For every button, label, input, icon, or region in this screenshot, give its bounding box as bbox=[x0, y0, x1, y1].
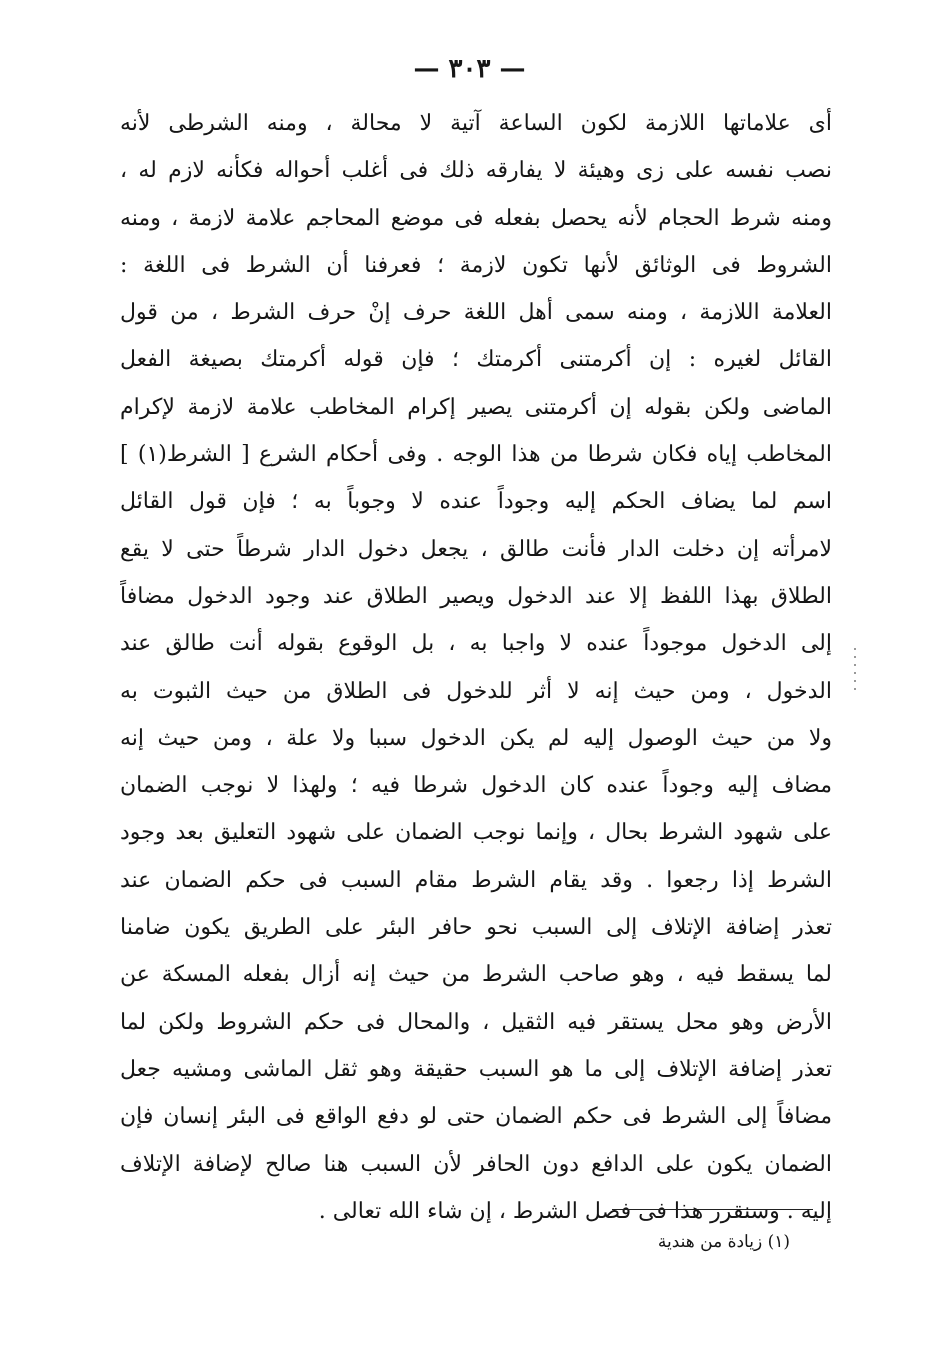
text-line: تعذر إضافة الإتلاف إلى ما هو السبب حقيقة وهو ثقل الماشى ومشيه جعل bbox=[120, 1056, 832, 1082]
text-line: الطلاق بهذا اللفظ إلا عند الدخول ويصير الطلاق عند وجود الدخول مضافاً bbox=[120, 583, 832, 609]
text-line: الأرض وهو محل يستقر فيه الثقيل ، والمحال فى حكم الشروط ولكن لما bbox=[120, 1009, 832, 1035]
footnote-divider bbox=[612, 1209, 813, 1210]
text-line: الشرط إذا رجعوا . وقد يقام الشرط مقام السبب فى حكم الضمان عند bbox=[120, 867, 832, 893]
text-line: الدخول ، ومن حيث إنه لا أثر للدخول فى الطلاق من حيث الثبوت به bbox=[120, 678, 832, 704]
text-line: الضمان يكون على الدافع دون الحافر لأن السبب هنا صالح لإضافة الإتلاف bbox=[120, 1151, 832, 1177]
scan-speckle bbox=[850, 648, 860, 700]
text-line: لامرأته إن دخلت الدار فأنت طالق ، يجعل دخول الدار شرطاً حتى لا يقع bbox=[120, 536, 832, 562]
page-number: — ٣٠٣ — bbox=[413, 54, 526, 84]
body-text bbox=[120, 100, 832, 1235]
text-line: القائل لغيره : إن أكرمتنى أكرمتك ؛ فإن قوله أكرمتك بصيغة الفعل bbox=[120, 347, 832, 373]
text-line: اسم لما يضاف الحكم إليه وجوداً عنده لا وجوباً به ؛ فإن قول القائل bbox=[120, 489, 832, 515]
text-line: إلى الدخول موجوداً عنده لا واجبا به ، بل الوقوع بقوله أنت طالق عند bbox=[120, 631, 832, 657]
text-line: ولا من حيث الوصول إليه لم يكن الدخول سببا ولا علة ، ومن حيث إنه bbox=[120, 725, 832, 751]
text-line: على شهود الشرط بحال ، وإنما نوجب الضمان على شهود التعليق بعد وجود bbox=[120, 820, 832, 846]
text-line: الماضى ولكن بقوله إن أكرمتنى يصير إكرام المخاطب علامة لازمة لإكرام bbox=[120, 394, 832, 420]
text-line: مضافاً إلى الشرط فى حكم الضمان حتى لو دفع الواقع فى البئر إنسان فإن bbox=[120, 1104, 832, 1130]
text-line: مضاف إليه وجوداً عنده كان الدخول شرطا فيه ؛ ولهذا لا نوجب الضمان bbox=[120, 773, 832, 799]
footnote: (١) زيادة من هندية bbox=[657, 1232, 790, 1252]
text-line: تعذر إضافة الإتلاف إلى السبب نحو حافر البئر على الطريق يكون ضامنا bbox=[120, 915, 832, 941]
text-line: ومنه شرط الحجام لأنه يحصل بفعله فى موضع المحاجم علامة لازمة ، ومنه bbox=[120, 205, 832, 231]
text-line: نصب نفسه على زى وهيئة لا يفارقه ذلك فى أغلب أحواله فكأنه لازم له ، bbox=[120, 158, 832, 184]
text-line: العلامة اللازمة ، ومنه سمى أهل اللغة حرف إنْ حرف الشرط ، من قول bbox=[120, 300, 832, 326]
text-line: الشروط فى الوثائق لأنها تكون لازمة ؛ فعرفنا أن الشرط فى اللغة : bbox=[120, 252, 832, 278]
text-line: أى علاماتها اللازمة لكون الساعة آتية لا محالة ، ومنه الشرطى لأنه bbox=[120, 111, 832, 136]
text-line: إليه . وسنقرر هذا فى فصل الشرط ، إن شاء الله تعالى . bbox=[318, 1198, 832, 1224]
text-line: لما يسقط فيه ، وهو صاحب الشرط من حيث إنه أزال بفعله المسكة عن bbox=[120, 962, 832, 988]
text-line: المخاطب إياه فكان شرطا من هذا الوجه . وفى أحكام الشرع [ الشرط(١) ] bbox=[120, 442, 832, 468]
